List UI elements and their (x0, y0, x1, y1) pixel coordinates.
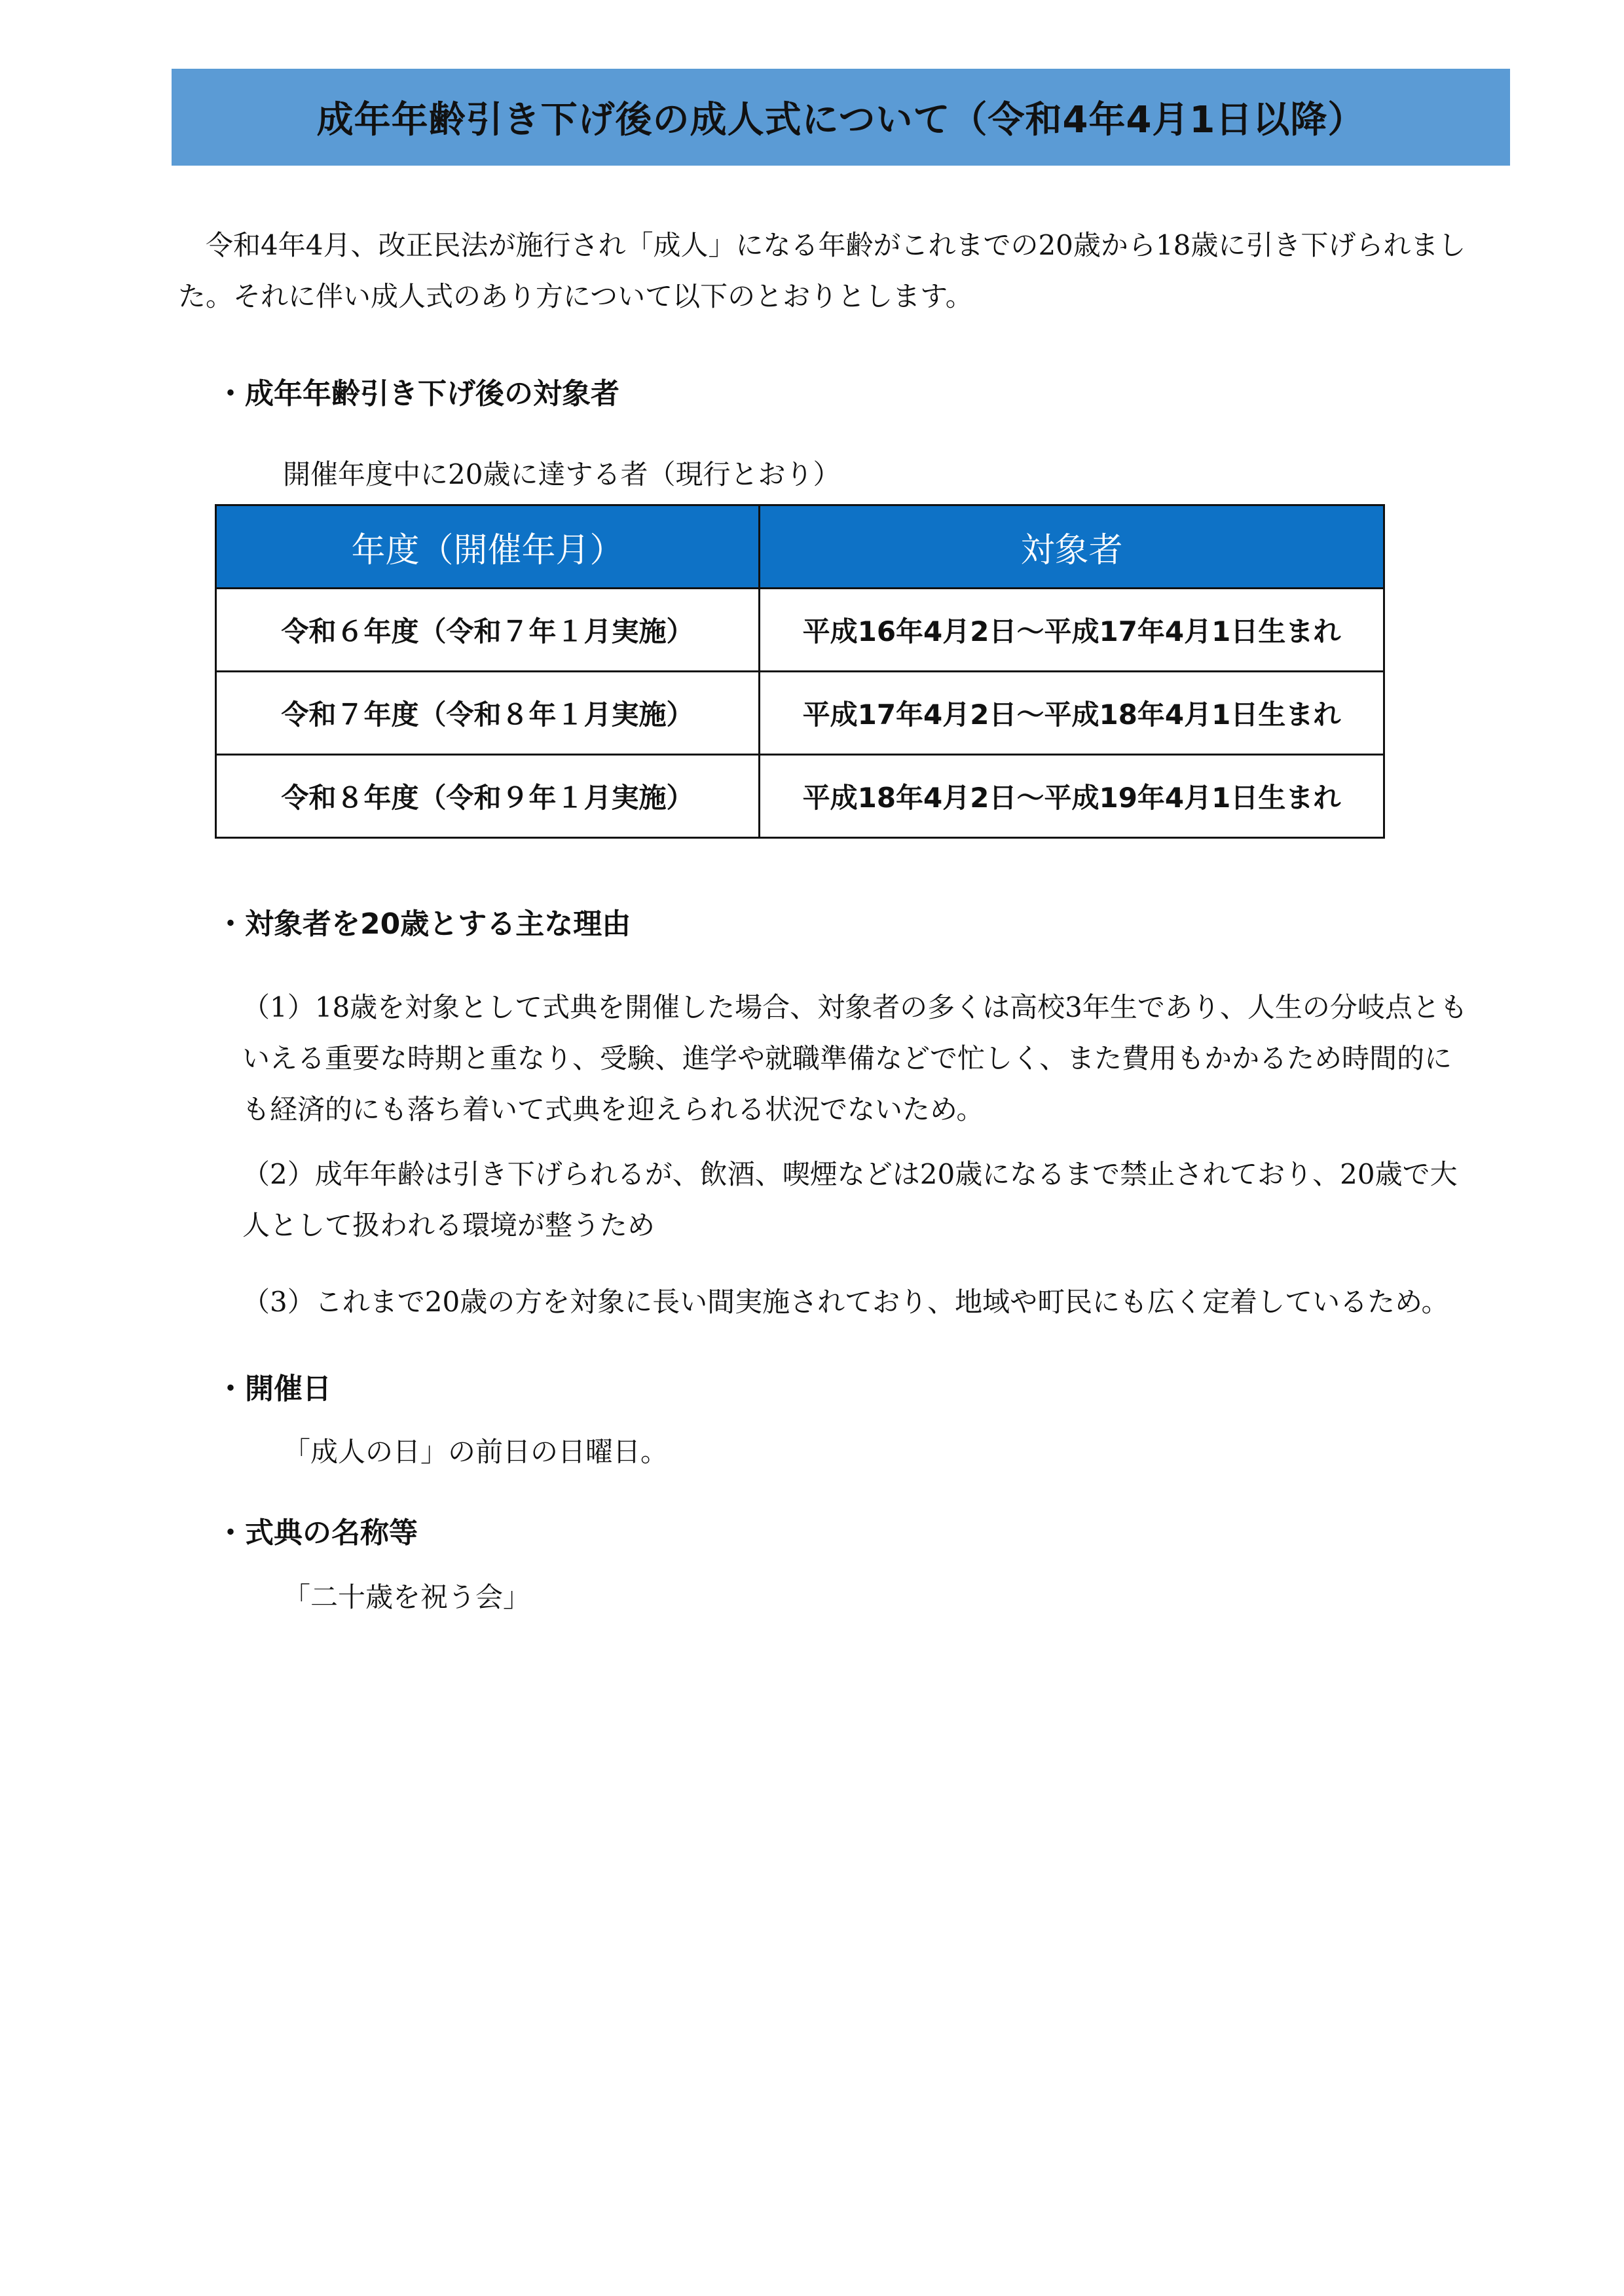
table-row (216, 589, 1384, 672)
target-table (215, 504, 1385, 839)
table-cell-target: 平成16年4月2日～平成17年4月1日生まれ (760, 589, 1384, 672)
reason-item-3: （3）これまで20歳の方を対象に長い間実施されており、地域や町民にも広く定着しているため。 (242, 1286, 1449, 1318)
page-title: 成年年齢引き下げ後の成人式について（令和4年4月1日以降） (316, 99, 1365, 141)
table-header-target: 対象者 (760, 505, 1384, 589)
table-header-year: 年度（開催年月） (216, 505, 760, 589)
date-text: 「成人の日」の前日の日曜日。 (283, 1436, 669, 1468)
table-row (216, 755, 1384, 838)
table-cell-target: 平成17年4月2日～平成18年4月1日生まれ (760, 672, 1384, 755)
table-header-row (216, 505, 1384, 589)
heading-date: ・開催日 (216, 1372, 331, 1406)
reason-item-1: （1）18歳を対象として式典を開催した場合、対象者の多くは高校3年生であり、人生の分岐点ともいえる重要な時期と重なり、受験、進学や就職準備などで忙しく、また費用もかかるため時間的にも経済的にも落ち着いて式典を迎えられる状況でないため。 (242, 991, 1467, 1125)
title-banner (172, 69, 1510, 166)
heading-reasons: ・対象者を20歳とする主な理由 (216, 907, 631, 941)
table-cell-year: 令和６年度（令和７年１月実施） (216, 589, 760, 672)
reason-item-2: （2）成年年齢は引き下げられるが、飲酒、喫煙などは20歳になるまで禁止されており、20歳で大人として扱われる環境が整うため (242, 1158, 1458, 1241)
intro-paragraph: 令和4年4月、改正民法が施行され「成人」になる年齢がこれまでの20歳から18歳に引き下げられました。それに伴い成人式のあり方について以下のとおりとします。 (178, 229, 1466, 312)
table-cell-year: 令和７年度（令和８年１月実施） (216, 672, 760, 755)
table-cell-year: 令和８年度（令和９年１月実施） (216, 755, 760, 838)
heading-target: ・成年年齢引き下げ後の対象者 (216, 377, 619, 410)
table-row (216, 672, 1384, 755)
name-text: 「二十歳を祝う会」 (283, 1581, 531, 1613)
table-cell-target: 平成18年4月2日～平成19年4月1日生まれ (760, 755, 1384, 838)
target-note: 開催年度中に20歳に達する者（現行とおり） (283, 458, 841, 490)
heading-name: ・式典の名称等 (216, 1516, 418, 1550)
